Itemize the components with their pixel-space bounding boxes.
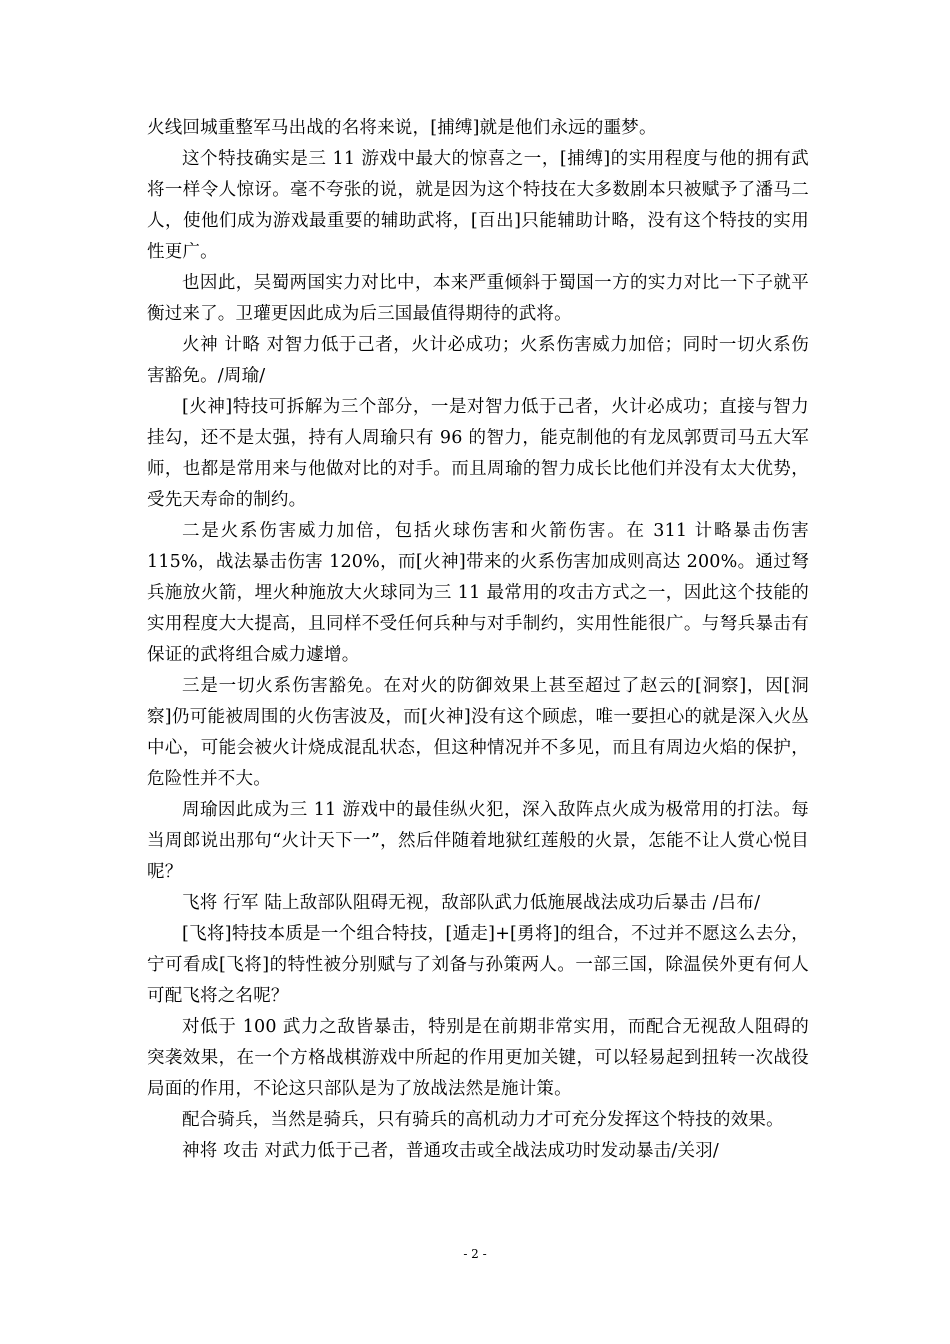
paragraph: 也因此，吴蜀两国实力对比中，本来严重倾斜于蜀国一方的实力对比一下子就平衡过来了。卫瓘更因此成为后三国最值得期待的武将。 bbox=[147, 273, 809, 324]
page-number: - 2 - bbox=[463, 1247, 487, 1261]
paragraph: 周瑜因此成为三 11 游戏中的最佳纵火犯，深入敌阵点火成为极常用的打法。每当周郎说出那句“火计天下一”，然后伴随着地狱红莲般的火景，怎能不让人赏心悦目呢？ bbox=[147, 800, 809, 882]
paragraph: 对低于 100 武力之敌皆暴击，特别是在前期非常实用，而配合无视敌人阻碍的突袭效果，在一个方格战棋游戏中所起的作用更加关键，可以轻易起到扭转一次战役局面的作用，不论这只部队是为了放战法然是施计策。 bbox=[147, 1017, 809, 1099]
paragraph: 配合骑兵，当然是骑兵，只有骑兵的高机动力才可充分发挥这个特技的效果。 bbox=[182, 1110, 784, 1130]
paragraph: [飞将]特技本质是一个组合特技，[遁走]+[勇将]的组合，不过并不愿这么去分，宁可看成[飞将]的特性被分别赋与了刘备与孙策两人。一部三国，除温侯外更有何人可配飞将之名呢？ bbox=[147, 924, 809, 1006]
paragraph: [火神]特技可拆解为三个部分，一是对智力低于己者，火计必成功；直接与智力挂勾，还不是太强，持有人周瑜只有 96 的智力，能克制他的有龙凤郭贾司马五大军师，也都是常用来与他做对比的对手。而且周瑜的智力成长比他们并没有太大优势，受先天寿命的制约。 bbox=[147, 397, 809, 510]
paragraph: 火线回城重整军马出战的名将来说，[捕缚]就是他们永远的噩梦。 bbox=[147, 118, 657, 138]
text-body bbox=[147, 113, 809, 1167]
paragraph: 二是火系伤害威力加倍，包括火球伤害和火箭伤害。在 311 计略暴击伤害 115%，战法暴击伤害 120%，而[火神]带来的火系伤害加成则高达 200%。通过弩兵施放火箭，埋火种施放大火球同为三 11 最常用的攻击方式之一，因此这个技能的实用程度大大提高，且同样不受任何兵种与对手制约，实用性能很广。与弩兵暴击有保证的武将组合威力遽增。 bbox=[147, 521, 809, 665]
skill-entry-shenjiang: 神将 攻击 对武力低于己者，普通攻击或全战法成功时发动暴击/关羽/ bbox=[182, 1141, 720, 1161]
paragraph: 三是一切火系伤害豁免。在对火的防御效果上甚至超过了赵云的[洞察]，因[洞察]仍可能被周围的火伤害波及，而[火神]没有这个顾虑，唯一要担心的就是深入火丛中心，可能会被火计烧成混乱状态，但这种情况并不多见，而且有周边火焰的保护，危险性并不大。 bbox=[147, 676, 809, 789]
skill-entry-feijiang: 飞将 行军 陆上敌部队阻碍无视，敌部队武力低施展战法成功后暴击 /吕布/ bbox=[182, 893, 761, 913]
skill-entry-huoshen: 火神 计略 对智力低于己者，火计必成功；火系伤害威力加倍；同时一切火系伤害豁免。/周瑜/ bbox=[147, 335, 809, 386]
paragraph: 这个特技确实是三 11 游戏中最大的惊喜之一，[捕缚]的实用程度与他的拥有武将一样令人惊讶。毫不夸张的说，就是因为这个特技在大多数剧本只被赋予了潘马二人，使他们成为游戏最重要的辅助武将，[百出]只能辅助计略，没有这个特技的实用性更广。 bbox=[147, 149, 809, 262]
